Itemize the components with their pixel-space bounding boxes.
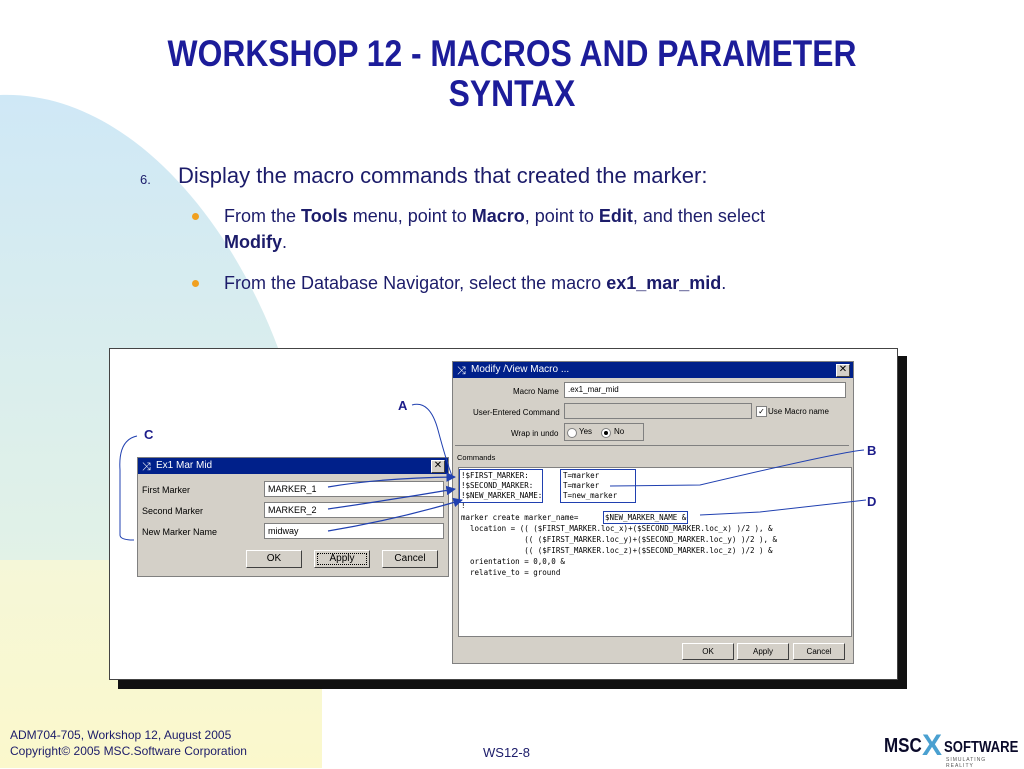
command-prefix: marker create marker_name= bbox=[461, 513, 579, 522]
footer-course-line: ADM704-705, Workshop 12, August 2005 bbox=[10, 728, 232, 742]
command-boxed-param: $NEW_MARKER_NAME & bbox=[605, 513, 687, 522]
apply-button[interactable]: Apply bbox=[314, 550, 370, 568]
ex1-mar-mid-dialog bbox=[137, 457, 449, 577]
param-value-2: T=marker bbox=[563, 481, 600, 490]
bullet-dot bbox=[192, 280, 199, 287]
ok-button[interactable]: OK bbox=[246, 550, 302, 568]
dialog-title: Modify /View Macro ... bbox=[471, 364, 570, 375]
ok-button[interactable]: OK bbox=[682, 643, 734, 660]
modify-view-macro-dialog bbox=[452, 361, 854, 664]
no-radio-label: No bbox=[614, 427, 625, 436]
user-entered-command-field[interactable] bbox=[564, 403, 752, 419]
param-value-1: T=marker bbox=[563, 471, 600, 480]
first-marker-field[interactable]: MARKER_1 bbox=[264, 481, 444, 497]
close-button[interactable]: ✕ bbox=[431, 460, 445, 473]
yes-radio[interactable] bbox=[567, 428, 577, 438]
divider bbox=[455, 445, 849, 446]
first-marker-label: First Marker bbox=[142, 485, 190, 495]
dialog-title: Ex1 Mar Mid bbox=[156, 460, 213, 471]
cancel-button[interactable]: Cancel bbox=[382, 550, 438, 568]
no-radio[interactable] bbox=[601, 428, 611, 438]
use-macro-name-label: Use Macro name bbox=[768, 407, 829, 416]
cancel-button[interactable]: Cancel bbox=[793, 643, 845, 660]
dialog-titlebar bbox=[453, 362, 853, 378]
user-entered-command-label: User-Entered Command bbox=[473, 408, 560, 417]
callout-b-label: B bbox=[867, 443, 877, 458]
macro-name-field[interactable]: .ex1_mar_mid bbox=[564, 382, 846, 398]
slide-title-line2: SYNTAX bbox=[448, 73, 576, 114]
msc-software-logo: MSC X SOFTWARE SIMULATING REALITY bbox=[884, 729, 1019, 769]
bullet-text: From the Tools menu, point to Macro, point to Edit, and then select Modify. bbox=[224, 206, 765, 252]
macro-name-label: Macro Name bbox=[513, 387, 559, 396]
wrap-in-undo-group bbox=[564, 423, 644, 441]
param-name-4: ! bbox=[461, 501, 466, 510]
commands-textarea[interactable] bbox=[458, 467, 852, 637]
new-marker-name-label: New Marker Name bbox=[142, 527, 218, 537]
param-names-highlight bbox=[459, 469, 543, 503]
dialog-titlebar bbox=[138, 458, 448, 474]
apply-button[interactable]: Apply bbox=[737, 643, 789, 660]
slide-title bbox=[72, 34, 953, 114]
callout-d-label: D bbox=[867, 494, 877, 509]
footer-copyright-line: Copyright© 2005 MSC.Software Corporation bbox=[10, 744, 247, 758]
callout-c-label: C bbox=[144, 427, 154, 442]
command-line: orientation = 0,0,0 & bbox=[461, 557, 565, 566]
command-line: location = (( ($FIRST_MARKER.loc_x)+($SECOND_MARKER.loc_x) )/2 ), & bbox=[461, 524, 773, 533]
bullet-dot bbox=[192, 213, 199, 220]
swoosh-x-icon: X bbox=[922, 729, 943, 762]
second-marker-field[interactable]: MARKER_2 bbox=[264, 502, 444, 518]
command-line: relative_to = ground bbox=[461, 568, 561, 577]
step-number: 6. bbox=[140, 172, 151, 187]
close-button[interactable]: ✕ bbox=[836, 364, 850, 377]
use-macro-name-checkbox[interactable]: ✓ bbox=[756, 406, 767, 417]
page-number: WS12-8 bbox=[483, 745, 530, 760]
commands-label: Commands bbox=[457, 453, 496, 462]
slide-title-line1: WORKSHOP 12 - MACROS AND PARAMETER bbox=[167, 33, 857, 74]
new-marker-name-field[interactable]: midway bbox=[264, 523, 444, 539]
param-name-1: !$FIRST_MARKER: bbox=[461, 471, 529, 480]
param-value-3: T=new_marker bbox=[563, 491, 618, 500]
adams-app-icon: ⤨ bbox=[142, 461, 151, 473]
callout-a-label: A bbox=[398, 398, 408, 413]
yes-radio-label: Yes bbox=[579, 427, 593, 436]
wrap-in-undo-label: Wrap in undo bbox=[511, 429, 559, 438]
command-line: (( ($FIRST_MARKER.loc_y)+($SECOND_MARKER.loc_y) )/2 ), & bbox=[461, 535, 778, 544]
param-name-2: !$SECOND_MARKER: bbox=[461, 481, 534, 490]
param-name-3: !$NEW_MARKER_NAME: bbox=[461, 491, 543, 500]
bullet-text: From the Database Navigator, select the macro ex1_mar_mid. bbox=[224, 273, 727, 293]
second-marker-label: Second Marker bbox=[142, 506, 204, 516]
adams-app-icon: ⤨ bbox=[457, 365, 466, 377]
step-text: Display the macro commands that created the marker: bbox=[178, 163, 708, 188]
footer-copyright bbox=[10, 727, 247, 759]
command-line: (( ($FIRST_MARKER.loc_z)+($SECOND_MARKER.loc_z) )/2 ) & bbox=[461, 546, 773, 555]
